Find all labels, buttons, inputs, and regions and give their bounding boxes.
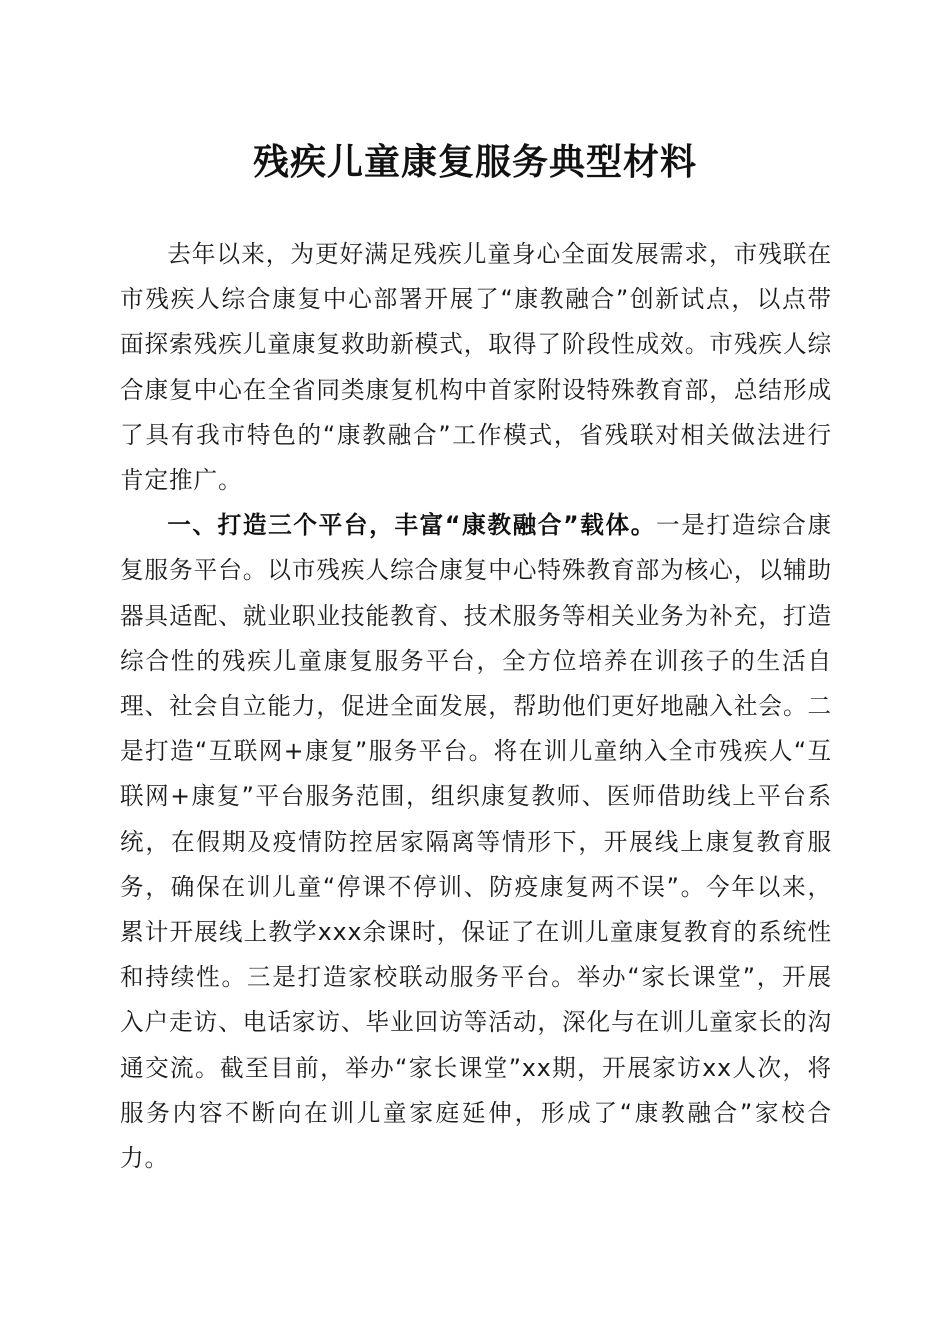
- document-body: [120, 232, 832, 1181]
- section-one-text: 一是打造综合康复服务平台。以市残疾人综合康复中心特殊教育部为核心，以辅助器具适配、就业职业技能教育、技术服务等相关业务为补充，打造综合性的残疾儿童康复服务平台，全方位培养在训孩子的生活自理、社会自立能力，促进全面发展，帮助他们更好地融入社会。二是打造“互联网+康复”服务平台。将在训儿童纳入全市残疾人“互联网+康复”平台服务范围，组织康复教师、医师借助线上平台系统，在假期及疫情防控居家隔离等情形下，开展线上康复教育服务，确保在训儿童“停课不停训、防疫康复两不误”。今年以来，累计开展线上教学xxx余课时，保证了在训儿童康复教育的系统性和持续性。三是打造家校联动服务平台。举办“家长课堂”，开展入户走访、电话家访、毕业回访等活动，深化与在训儿童家长的沟通交流。截至目前，举办“家长课堂”xx期，开展家访xx人次，将服务内容不断向在训儿童家庭延伸，形成了“康教融合”家校合力。: [120, 511, 832, 1173]
- document-title: 残疾儿童康复服务典型材料: [252, 141, 697, 183]
- section-one-heading: 一、打造三个平台，丰富“康教融合”载体。: [167, 511, 656, 540]
- section-one-paragraph: [120, 503, 832, 1181]
- intro-paragraph-text: 去年以来，为更好满足残疾儿童身心全面发展需求，市残联在市残疾人综合康复中心部署开展了“康教融合”创新试点，以点带面探索残疾儿童康复救助新模式，取得了阶段性成效。市残疾人综合康复中心在全省同类康复机构中首家附设特殊教育部，总结形成了具有我市特色的“康教融合”工作模式，省残联对相关做法进行肯定推广。: [120, 240, 832, 495]
- intro-paragraph: [120, 232, 832, 503]
